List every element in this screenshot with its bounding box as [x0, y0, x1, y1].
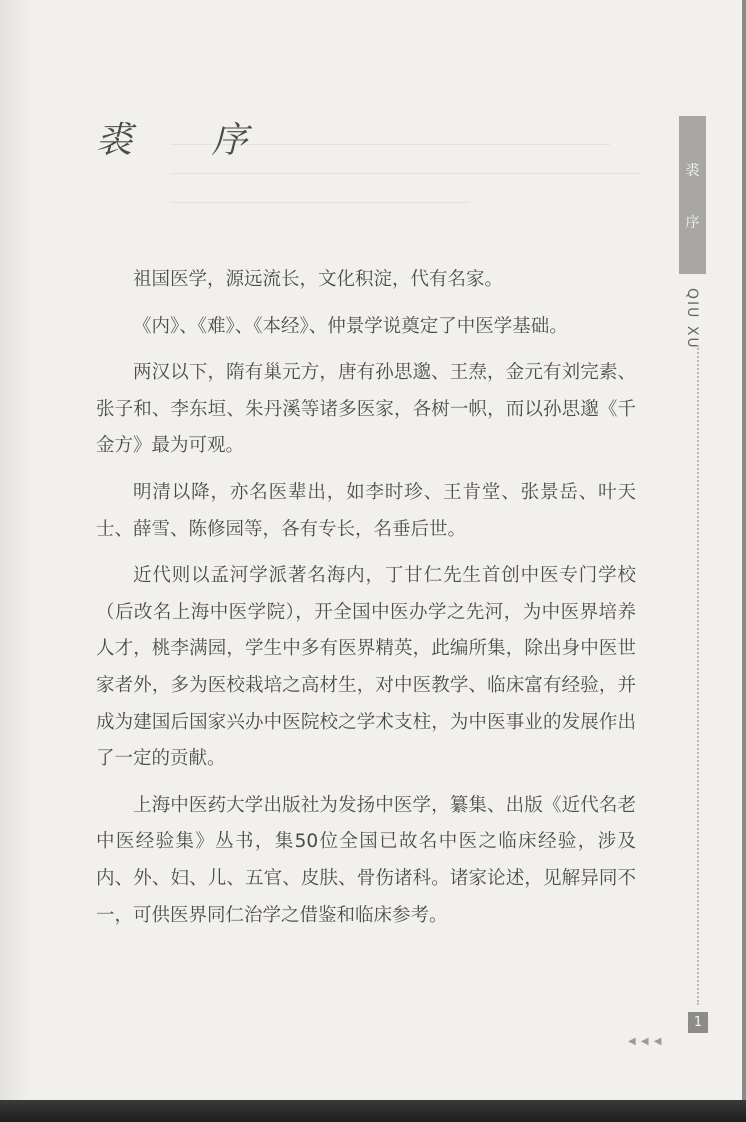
chapter-side-tab — [679, 116, 706, 274]
paragraph: 明清以降，亦名医辈出，如李时珍、王肯堂、张景岳、叶天士、薛雪、陈修园等，各有专长，名垂后世。 — [96, 481, 636, 540]
page-arrows-icon: ◀ ◀ ◀ — [628, 1036, 663, 1047]
scan-bottom-edge — [0, 1100, 746, 1122]
side-tab-char: 序 — [685, 215, 700, 231]
page-number: 1 — [688, 1012, 708, 1033]
preface-body — [96, 262, 636, 944]
page-title: 裘 序 — [96, 120, 282, 161]
paragraph: 上海中医药大学出版社为发扬中医学，纂集、出版《近代名老中医经验集》丛书，集50位全国已故名中医之临床经验，涉及内、外、妇、儿、五官、皮肤、骨伤诸科。诸家论述，见解异同不一，可供医界同仁治学之借鉴和临床参考。 — [96, 794, 636, 926]
page-binding-shadow — [0, 0, 30, 1100]
side-tab-char: 裘 — [685, 163, 700, 179]
paragraph: 《内》、《难》、《本经》、仲景学说奠定了中医学基础。 — [133, 315, 568, 337]
paragraph: 两汉以下，隋有巢元方，唐有孙思邈、王焘，金元有刘完素、张子和、李东垣、朱丹溪等诸多医家，各树一帜，而以孙思邈《千金方》最为可观。 — [96, 362, 636, 457]
side-pinyin-label: QIU XU — [684, 288, 700, 350]
side-dotted-rule — [697, 345, 699, 1005]
paragraph: 祖国医学，源远流长，文化积淀，代有名家。 — [133, 269, 504, 290]
paragraph: 近代则以孟河学派著名海内，丁甘仁先生首创中医专门学校（后改名上海中医学院），开全国中医办学之先河，为中医界培养人才，桃李满园，学生中多有医界精英，此编所集，除出身中医世家者外，多为医校栽培之高材生，对中医教学、临床富有经验，并成为建国后国家兴办中医院校之学术支柱，为中医事业的发展作出了一定的贡献。 — [96, 565, 636, 770]
